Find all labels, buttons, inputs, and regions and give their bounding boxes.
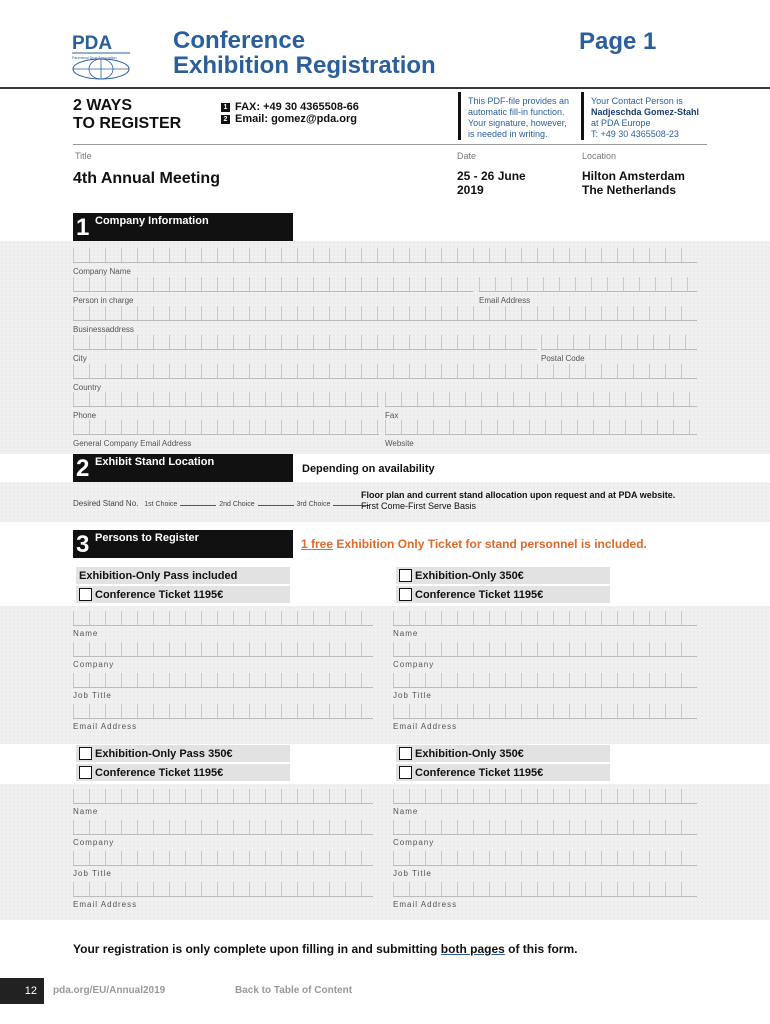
contact-name: Nadjeschda Gomez-Stahl <box>591 107 700 117</box>
page-number: 12 <box>0 978 44 1004</box>
name-label: Name <box>73 807 99 816</box>
closing-prefix: Your registration is only complete upon filling in and submitting <box>73 942 441 956</box>
choice-3-label: 3rd Choice <box>296 501 331 508</box>
section-2-header <box>73 454 293 482</box>
option-label: Exhibition-Only Pass 350€ <box>95 747 233 760</box>
website-input[interactable] <box>385 420 697 435</box>
back-to-toc-link[interactable]: Back to Table of Content <box>235 985 353 996</box>
postal-code-input[interactable] <box>541 335 697 350</box>
job-title-label: Job Title <box>73 869 112 878</box>
option-label: Exhibition-Only 350€ <box>415 747 524 760</box>
date-line: 25 - 26 June <box>457 169 526 183</box>
general-email-label: General Company Email Address <box>73 439 192 448</box>
person-2-company-input[interactable] <box>393 642 697 657</box>
divider-bar <box>581 92 584 140</box>
fax-option <box>221 101 359 113</box>
contact-phone: T: +49 30 4365508-23 <box>591 129 679 139</box>
person-2-email-input[interactable] <box>393 704 697 719</box>
country-label: Country <box>73 383 102 392</box>
phone-label: Phone <box>73 411 97 420</box>
person-1-company-input[interactable] <box>73 642 373 657</box>
free-ticket-note <box>301 537 647 551</box>
desired-stand-label: Desired Stand No. <box>73 499 139 508</box>
event-title: 4th Annual Meeting <box>73 170 220 187</box>
person-3-name-input[interactable] <box>73 789 373 804</box>
option-label: Exhibition-Only Pass included <box>79 569 238 582</box>
postal-code-label: Postal Code <box>541 354 585 363</box>
date-label: Date <box>457 151 477 161</box>
person-1-job-input[interactable] <box>73 673 373 688</box>
free-ticket-emph: 1 free <box>301 537 334 551</box>
person-3-company-input[interactable] <box>73 820 373 835</box>
name-label: Name <box>393 807 419 816</box>
contact-line: Your Contact Person is <box>591 96 683 106</box>
section-number: 1 <box>76 214 90 241</box>
checkbox[interactable] <box>79 588 92 601</box>
contact-line: at PDA Europe <box>591 118 651 128</box>
option-label: Conference Ticket 1195€ <box>95 588 224 601</box>
phone-input[interactable] <box>73 392 379 407</box>
checkbox[interactable] <box>399 588 412 601</box>
job-title-label: Job Title <box>393 869 432 878</box>
conference-ticket-option[interactable] <box>396 586 610 603</box>
option-label: Conference Ticket 1195€ <box>95 766 224 779</box>
fax-number: FAX: +49 30 4365508-66 <box>235 101 359 113</box>
checkbox[interactable] <box>79 766 92 779</box>
person-3-email-input[interactable] <box>73 882 373 897</box>
choice-1-label: 1st Choice <box>144 501 178 508</box>
info-line: automatic fill-in function. <box>468 107 565 117</box>
email-label: Email Address <box>73 900 138 909</box>
location-label: Location <box>582 151 617 161</box>
ways-line-1: 2 WAYS <box>73 97 132 114</box>
company-label: Company <box>73 660 115 669</box>
fax-label: Fax <box>385 411 399 420</box>
title-line-2: Exhibition Registration <box>173 52 436 79</box>
option-number-2: 2 <box>221 115 230 124</box>
person-2-name-input[interactable] <box>393 611 697 626</box>
choice-1-input[interactable] <box>180 505 216 506</box>
date-line: 2019 <box>457 183 484 197</box>
person-in-charge-input[interactable] <box>73 277 473 292</box>
section-title: Company Information <box>95 215 209 227</box>
ways-heading <box>73 97 181 133</box>
conference-ticket-option[interactable] <box>76 764 290 781</box>
exhibition-only-option[interactable] <box>396 567 610 584</box>
checkbox[interactable] <box>399 569 412 582</box>
conference-ticket-option[interactable] <box>76 586 290 603</box>
person-4-job-input[interactable] <box>393 851 697 866</box>
logo-tagline: Parenteral Drug Association <box>72 56 117 60</box>
title-line-1: Conference <box>173 27 306 54</box>
email-label: Email Address <box>73 722 138 731</box>
pass-included-option <box>76 567 290 584</box>
location-line: Hilton Amsterdam <box>582 169 685 183</box>
choice-2-label: 2nd Choice <box>219 501 255 508</box>
option-label: Conference Ticket 1195€ <box>415 766 544 779</box>
email-address-input[interactable] <box>479 277 697 292</box>
section-number: 2 <box>76 455 90 482</box>
meta-rule <box>73 144 707 145</box>
fax-input[interactable] <box>385 392 697 407</box>
event-date <box>457 169 526 197</box>
logo-text: PDA <box>72 33 113 54</box>
email-label: Email Address <box>393 900 458 909</box>
company-label: Company <box>393 838 435 847</box>
section-3-header <box>73 530 293 558</box>
company-label: Company <box>393 660 435 669</box>
website-link[interactable]: pda.org/EU/Annual2019 <box>53 985 166 996</box>
header-rule <box>0 87 770 89</box>
business-address-input[interactable] <box>73 306 697 321</box>
location-line: The Netherlands <box>582 183 677 197</box>
info-line: This PDF-file provides an <box>468 96 570 106</box>
ways-line-2: TO REGISTER <box>73 115 182 132</box>
conference-ticket-option[interactable] <box>396 764 610 781</box>
checkbox[interactable] <box>399 766 412 779</box>
floor-plan-note <box>361 490 675 512</box>
email-label: Email Address <box>393 722 458 731</box>
job-title-label: Job Title <box>393 691 432 700</box>
floor-plan-text: Floor plan and current stand allocation upon request and at PDA website. <box>361 490 676 500</box>
email-address-label: Email Address <box>479 296 531 305</box>
divider-bar <box>458 92 461 140</box>
completion-note <box>73 942 577 956</box>
name-label: Name <box>393 629 419 638</box>
company-label: Company <box>73 838 115 847</box>
section-number: 3 <box>76 531 90 558</box>
company-name-label: Company Name <box>73 267 131 276</box>
email-option <box>221 113 357 125</box>
page-label: Page 1 <box>579 28 657 55</box>
person-4-name-input[interactable] <box>393 789 697 804</box>
closing-suffix: of this form. <box>504 942 578 956</box>
section-1-header <box>73 213 293 241</box>
contact-person <box>591 96 711 140</box>
option-number-1: 1 <box>221 103 230 112</box>
info-line: is needed in writing. <box>468 129 548 139</box>
section-title: Exhibit Stand Location <box>95 456 215 468</box>
title-label: Title <box>75 151 92 161</box>
checkbox[interactable] <box>399 747 412 760</box>
pda-logo <box>72 33 132 81</box>
choice-2-input[interactable] <box>258 505 294 506</box>
closing-emph: both pages <box>440 942 505 956</box>
desired-stand-row <box>73 499 370 508</box>
person-1-email-input[interactable] <box>73 704 373 719</box>
person-3-job-input[interactable] <box>73 851 373 866</box>
city-input[interactable] <box>73 335 537 350</box>
country-input[interactable] <box>73 364 697 379</box>
person-2-job-input[interactable] <box>393 673 697 688</box>
pdf-info-note <box>468 96 580 140</box>
website-label: Website <box>385 439 414 448</box>
exhibition-only-option[interactable] <box>396 745 610 762</box>
business-address-label: Businessaddress <box>73 325 134 334</box>
name-label: Name <box>73 629 99 638</box>
event-location <box>582 169 685 197</box>
city-label: City <box>73 354 87 363</box>
checkbox[interactable] <box>79 747 92 760</box>
email-link[interactable]: Email: gomez@pda.org <box>235 113 357 125</box>
person-4-company-input[interactable] <box>393 820 697 835</box>
job-title-label: Job Title <box>73 691 112 700</box>
general-email-input[interactable] <box>73 420 379 435</box>
option-label: Exhibition-Only 350€ <box>415 569 524 582</box>
person-1-name-input[interactable] <box>73 611 373 626</box>
info-line: Your signature, however, <box>468 118 567 128</box>
option-label: Conference Ticket 1195€ <box>415 588 544 601</box>
availability-note: Depending on availability <box>302 463 435 475</box>
form-title <box>173 28 436 78</box>
section-title: Persons to Register <box>95 532 199 544</box>
free-ticket-rest: Exhibition Only Ticket for stand personnel is included. <box>333 537 647 551</box>
person-4-email-input[interactable] <box>393 882 697 897</box>
exhibition-pass-option[interactable] <box>76 745 290 762</box>
first-come-text: First Come-First Serve Basis <box>361 501 477 511</box>
company-name-input[interactable] <box>73 248 697 263</box>
person-in-charge-label: Person in charge <box>73 296 134 305</box>
